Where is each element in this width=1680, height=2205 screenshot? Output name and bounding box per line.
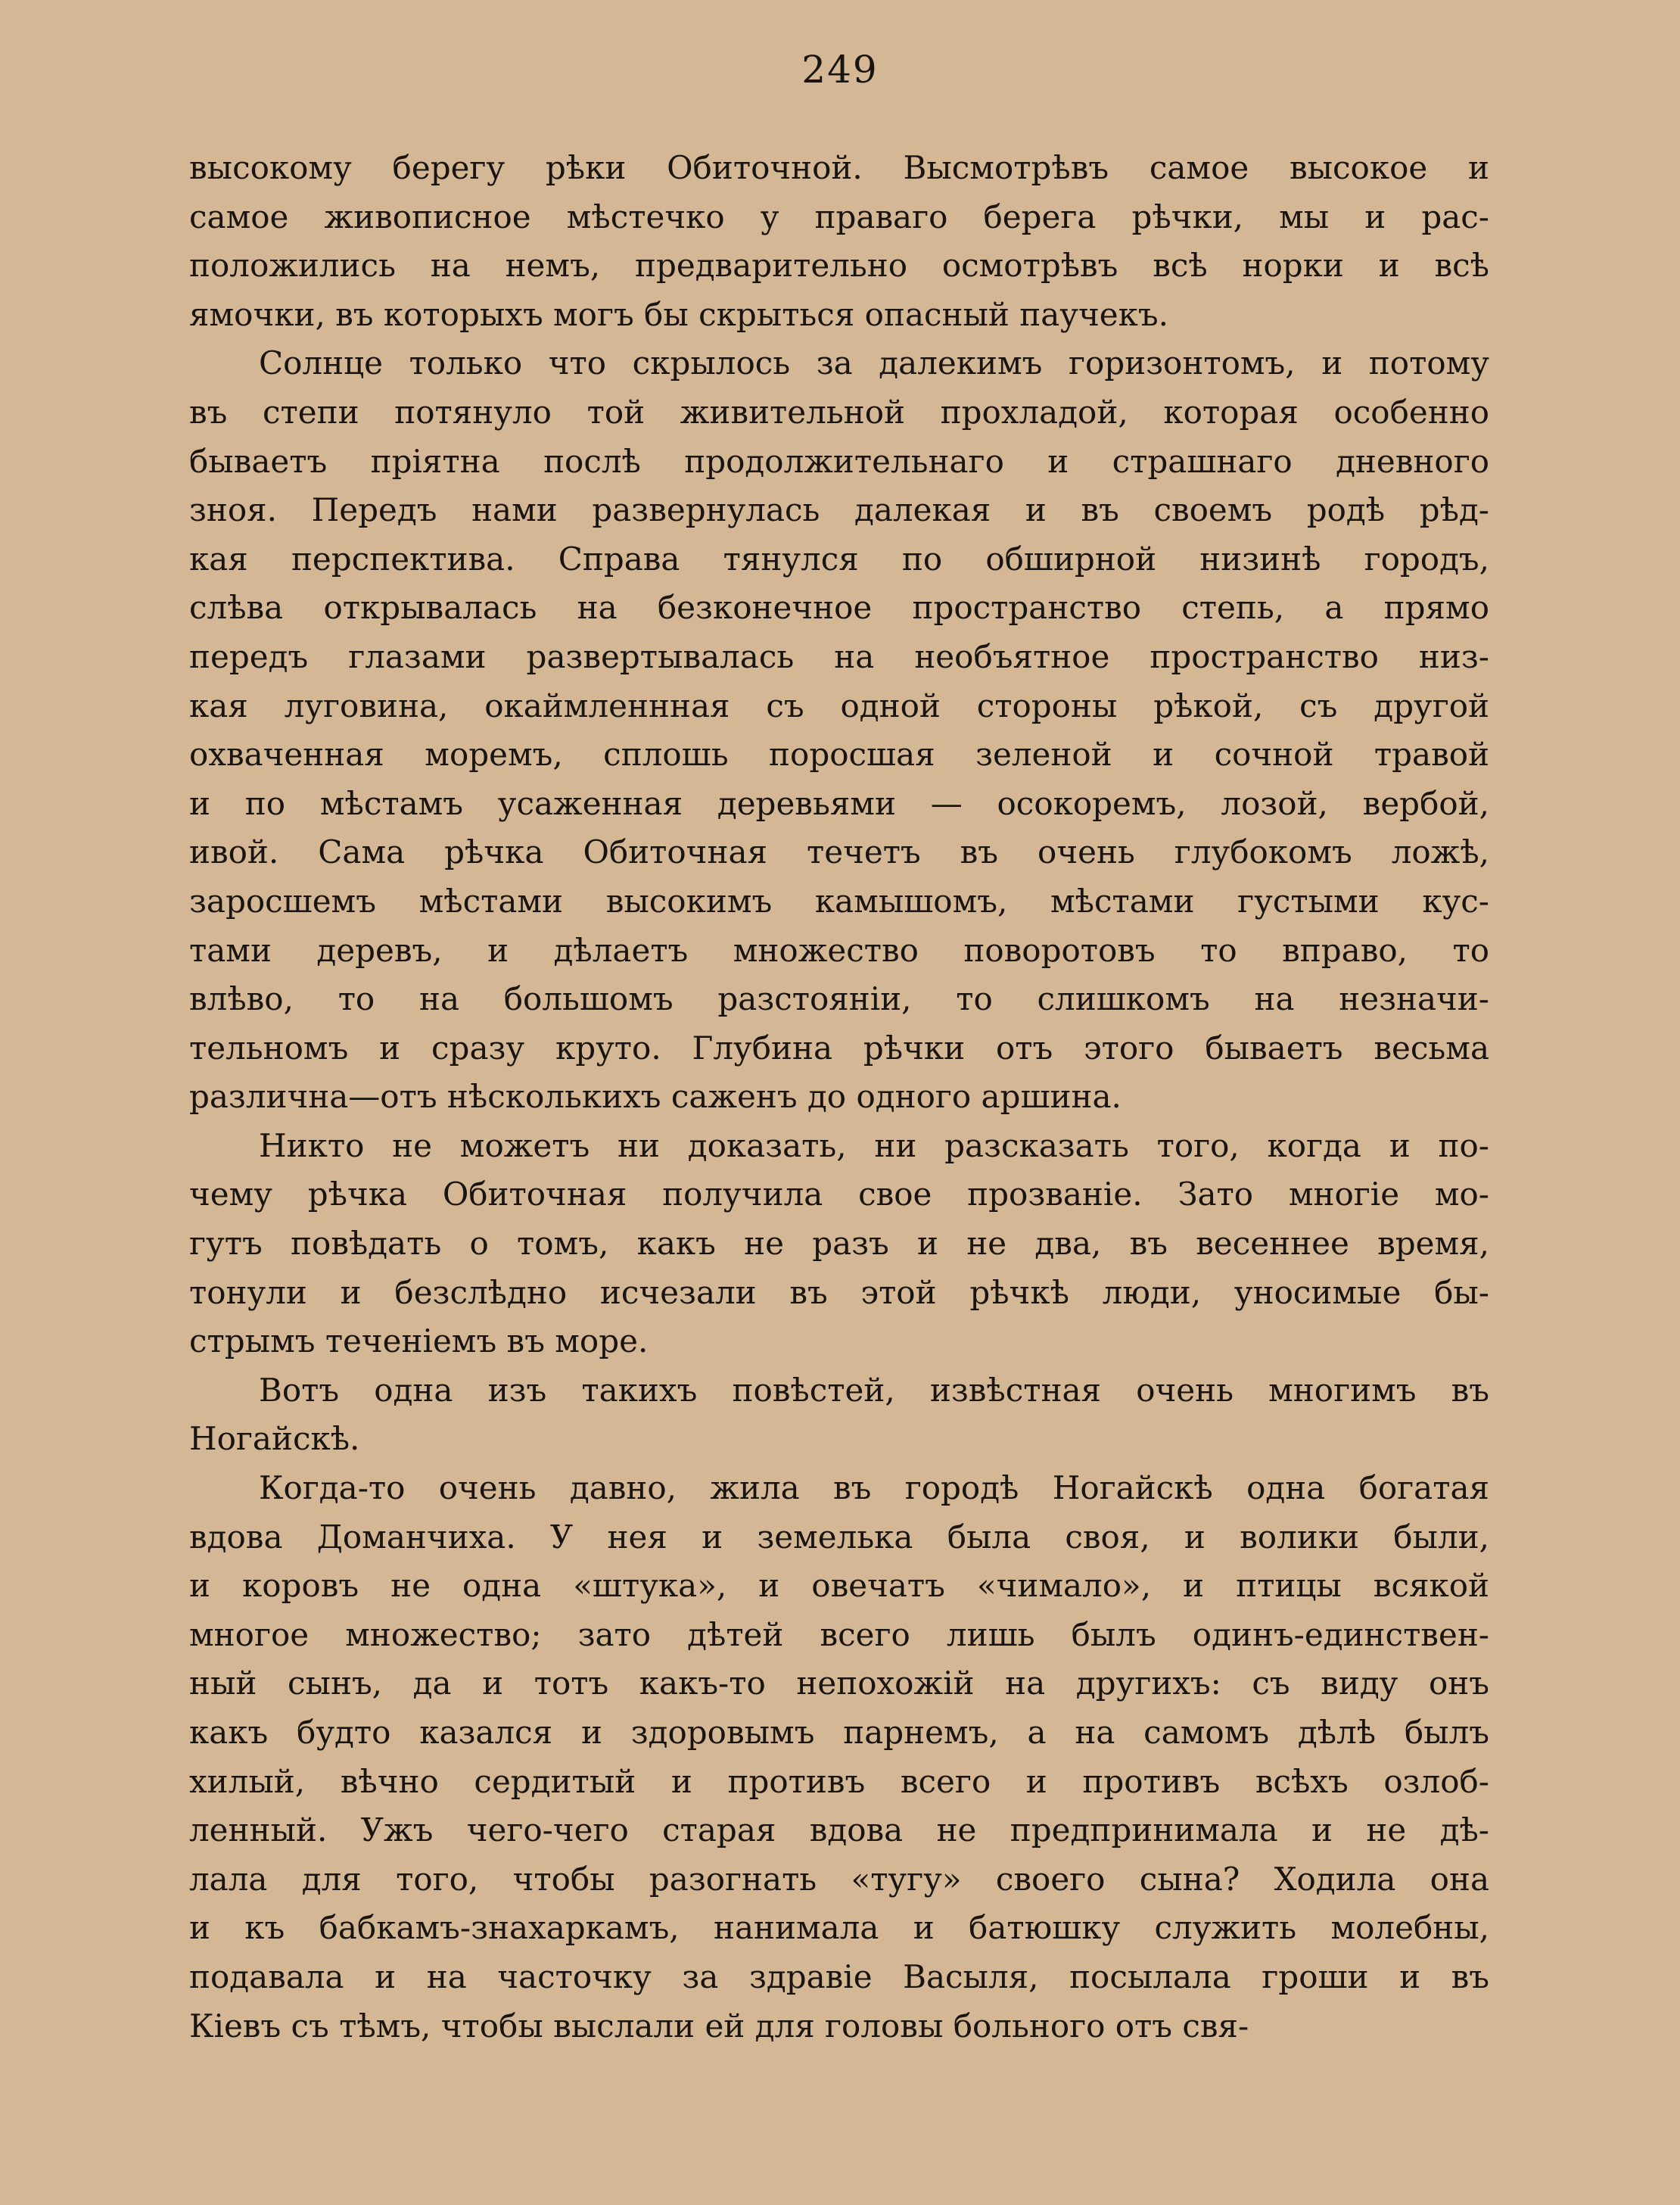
text-line: тами деревъ, и дѣлаетъ множество поворотовъ то вправо, то (189, 931, 1489, 969)
text-line: стрымъ теченіемъ въ море. (189, 1322, 649, 1360)
text-line: чему рѣчка Обиточная получила свое прозваніе. Зато многіе мо- (189, 1176, 1489, 1213)
text-line: ный сынъ, да и тотъ какъ-то непохожій на другихъ: съ виду онъ (189, 1665, 1489, 1702)
paragraph (189, 144, 1489, 339)
text-line: влѣво, то на большомъ разстояніи, то слишкомъ на незначи- (189, 980, 1489, 1018)
paragraph (189, 1122, 1489, 1366)
paragraph (189, 1464, 1489, 2051)
text-line: Ногайскѣ. (189, 1420, 360, 1458)
text-line: различна—отъ нѣсколькихъ саженъ до одного аршина. (189, 1078, 1122, 1116)
text-line: многое множество; зато дѣтей всего лишь былъ одинъ-единствен- (189, 1615, 1489, 1653)
text-line: въ степи потянуло той живительной прохладой, которая особенно (189, 393, 1489, 431)
text-line: самое живописное мѣстечко у праваго берега рѣчки, мы и рас- (189, 198, 1489, 235)
text-line: передъ глазами развертывалась на необъятное пространство низ- (189, 637, 1489, 675)
text-line: кая луговина, окаймленнная съ одной стороны рѣкой, съ другой (189, 687, 1489, 724)
text-line: Кіевъ съ тѣмъ, чтобы выслали ей для головы больного отъ свя- (189, 2007, 1249, 2045)
text-line: бываетъ пріятна послѣ продолжительнаго и страшнаго дневного (189, 442, 1489, 480)
body-text (189, 144, 1489, 2051)
text-line: и по мѣстамъ усаженная деревьями — осокоремъ, лозой, вербой, (189, 784, 1489, 822)
text-line: гутъ повѣдать о томъ, какъ не разъ и не два, въ весеннее время, (189, 1225, 1489, 1263)
text-line: охваченная моремъ, сплошь поросшая зеленой и сочной травой (189, 736, 1489, 774)
text-line: Никто не можетъ ни доказать, ни разсказать того, когда и по- (259, 1126, 1489, 1164)
text-line: хилый, вѣчно сердитый и противъ всего и противъ всѣхъ озлоб- (189, 1762, 1489, 1800)
paragraph (189, 1366, 1489, 1464)
text-line: Когда-то очень давно, жила въ городѣ Ногайскѣ одна богатая (259, 1469, 1489, 1507)
text-line: вдова Доманчиха. У нея и земелька была своя, и волики были, (189, 1518, 1489, 1556)
page-number: 249 (801, 48, 879, 92)
text-line: какъ будто казался и здоровымъ парнемъ, а на самомъ дѣлѣ былъ (189, 1714, 1489, 1751)
text-line: и къ бабкамъ-знахаркамъ, нанимала и батюшку служить молебны, (189, 1909, 1489, 1947)
text-line: лала для того, чтобы разогнать «тугу» своего сына? Ходила она (189, 1860, 1489, 1898)
text-line: слѣва открывалась на безконечное пространство степь, а прямо (189, 589, 1489, 627)
text-line: и коровъ не одна «штука», и овечатъ «чимало», и птицы всякой (189, 1567, 1489, 1605)
text-line: подавала и на часточку за здравіе Васыля, посылала гроши и въ (189, 1957, 1489, 1995)
text-line: кая перспектива. Справа тянулся по обширной низинѣ городъ, (189, 540, 1489, 578)
text-line: тонули и безслѣдно исчезали въ этой рѣчкѣ люди, уносимые бы- (189, 1273, 1489, 1311)
text-line: заросшемъ мѣстами высокимъ камышомъ, мѣстами густыми кус- (189, 882, 1489, 920)
text-line: ивой. Сама рѣчка Обиточная течетъ въ очень глубокомъ ложѣ, (189, 833, 1489, 871)
text-line: высокому берегу рѣки Обиточной. Высмотрѣвъ самое высокое и (189, 149, 1489, 186)
text-line: тельномъ и сразу круто. Глубина рѣчки отъ этого бываетъ весьма (189, 1029, 1489, 1067)
text-line: ленный. Ужъ чего-чего старая вдова не предпринимала и не дѣ- (189, 1811, 1489, 1849)
text-line: ямочки, въ которыхъ могъ бы скрыться опасный паучекъ. (189, 295, 1168, 333)
paragraph (189, 339, 1489, 1122)
text-line: положились на немъ, предварительно осмотрѣвъ всѣ норки и всѣ (189, 247, 1489, 285)
text-line: Солнце только что скрылось за далекимъ горизонтомъ, и потому (259, 344, 1489, 382)
text-line: Вотъ одна изъ такихъ повѣстей, извѣстная очень многимъ въ (259, 1371, 1489, 1409)
text-line: зноя. Передъ нами развернулась далекая и въ своемъ родѣ рѣд- (189, 491, 1489, 529)
